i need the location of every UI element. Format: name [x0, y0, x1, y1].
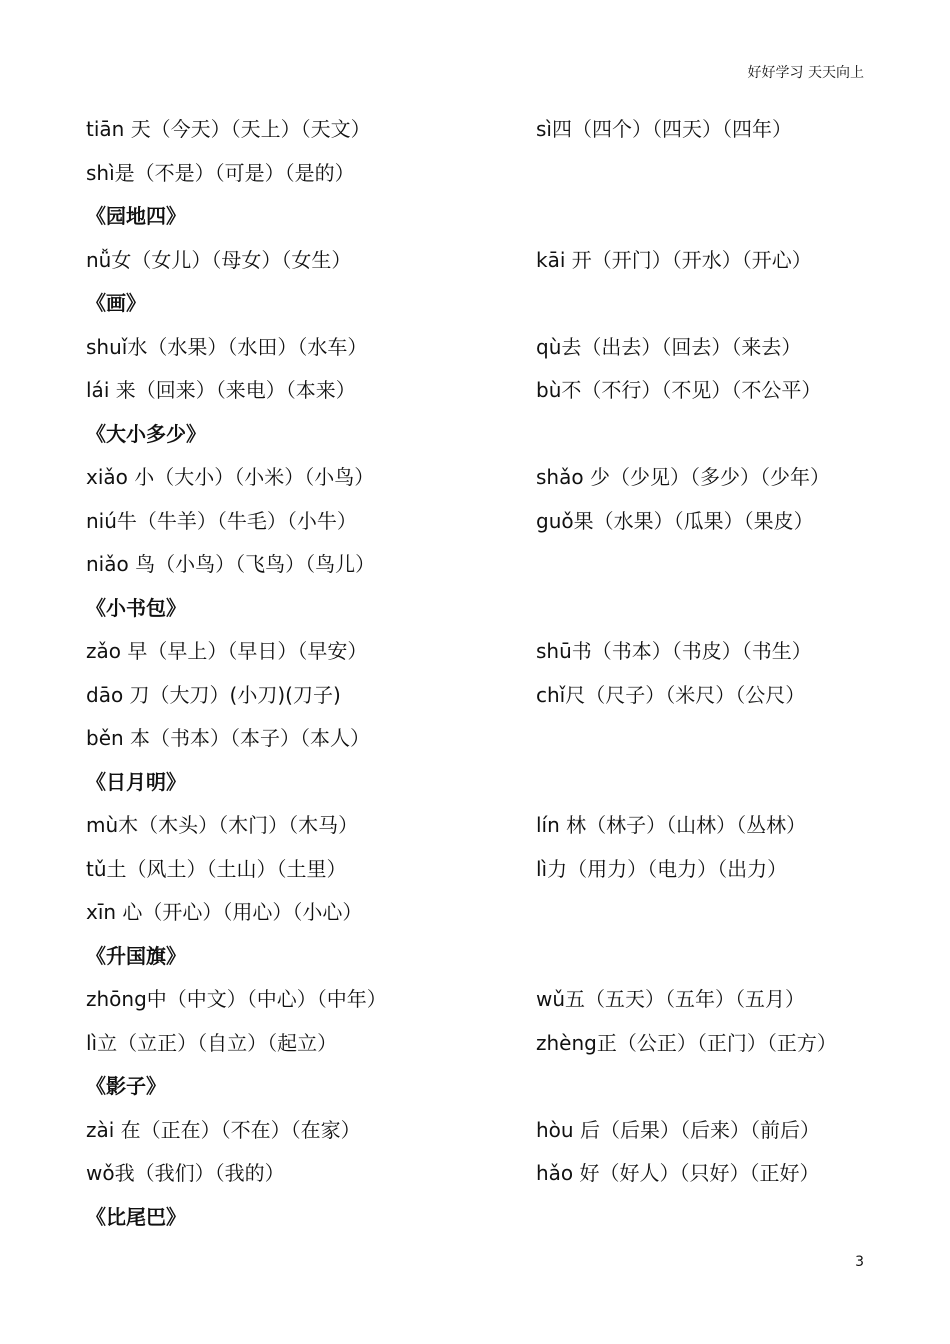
lesson-title [86, 587, 886, 631]
word-entry-left: nǚ女（女儿）（母女）（女生） [86, 247, 352, 272]
lesson-title-text: 《影子》 [86, 1074, 166, 1098]
word-entry-right: hǎo 好（好人）（只好）（正好） [536, 1161, 820, 1185]
word-entry-right: shū书（书本）（书皮）（书生） [536, 639, 812, 663]
word-row [86, 369, 886, 413]
word-entry-right: wǔ五（五天）（五年）（五月） [536, 987, 806, 1011]
word-entry-left: zài 在（正在）（不在）（在家） [86, 1117, 361, 1142]
word-entry-left: shì是（不是）（可是）（是的） [86, 160, 355, 185]
word-entry-left: tǔ土（风土）（土山）（土里） [86, 856, 347, 881]
word-entry-left: zhōng中（中文）（中心）（中年） [86, 987, 387, 1011]
lesson-title [86, 195, 886, 239]
word-row [86, 848, 886, 892]
word-entry-left: xīn 心（开心）（用心）（小心） [86, 900, 363, 924]
lesson-title [86, 935, 886, 979]
word-entry-left: xiǎo 小（大小）（小米）（小鸟） [86, 465, 375, 489]
word-row [86, 630, 886, 674]
word-entry-left: běn 本（书本）（本子）（本人） [86, 726, 371, 750]
word-entry-right: shǎo 少（少见）（多少）（少年） [536, 465, 830, 489]
word-entry-right: sì四（四个）（四天）（四年） [536, 117, 792, 141]
word-entry-right: lì力（用力）（电力）（出力） [536, 856, 788, 881]
word-entry-right: lín 林（林子）（山林）（丛林） [536, 813, 807, 837]
lesson-title-text: 《园地四》 [86, 204, 186, 228]
word-row [86, 804, 886, 848]
word-row [86, 891, 886, 935]
lesson-title-text: 《升国旗》 [86, 943, 186, 968]
word-row [86, 674, 886, 718]
word-entry-right: chǐ尺（尺子）（米尺）（公尺） [536, 682, 806, 707]
word-entry-left: lái 来（回来）（来电）（本来） [86, 378, 356, 402]
word-entry-left: tiān 天（今天）（天上）（天文） [86, 117, 371, 141]
word-entry-left: niǎo 鸟（小鸟）（飞鸟）（鸟儿） [86, 552, 376, 576]
lesson-title [86, 413, 886, 457]
word-entry-right: qù去（出去）（回去）（来去） [536, 334, 802, 359]
lesson-title-text: 《小书包》 [86, 595, 186, 620]
word-entry-left: lì立（立正）（自立）（起立） [86, 1030, 338, 1055]
word-entry-right: hòu 后（后果）（后来）（前后） [536, 1117, 820, 1142]
lesson-title-text: 《大小多少》 [86, 421, 206, 446]
lesson-title [86, 761, 886, 805]
lesson-title-text: 《比尾巴》 [86, 1204, 186, 1229]
lesson-title [86, 1196, 886, 1240]
word-row [86, 978, 886, 1022]
word-row [86, 500, 886, 544]
word-entry-left: shuǐ水（水果）（水田）（水车） [86, 334, 368, 359]
lesson-title-text: 《日月明》 [86, 769, 186, 794]
word-row [86, 152, 886, 196]
vocabulary-list [86, 108, 886, 1239]
word-entry-left: dāo 刀（大刀）(小刀)(刀子) [86, 682, 341, 707]
word-entry-right: bù不（不行）（不见）（不公平） [536, 378, 822, 402]
word-entry-left: zǎo 早（早上）（早日）（早安） [86, 639, 368, 663]
word-row [86, 326, 886, 370]
word-entry-right: zhèng正（公正）（正门）（正方） [536, 1030, 837, 1055]
word-entry-left: niú牛（牛羊）（牛毛）（小牛） [86, 508, 357, 533]
word-entry-right: guǒ果（水果）（瓜果）（果皮） [536, 508, 814, 533]
word-row [86, 1022, 886, 1066]
word-row [86, 108, 886, 152]
word-row [86, 1109, 886, 1153]
word-row [86, 456, 886, 500]
word-row [86, 543, 886, 587]
word-row [86, 239, 886, 283]
word-entry-left: mù木（木头）（木门）（木马） [86, 813, 359, 837]
word-entry-right: kāi 开（开门）（开水）（开心） [536, 247, 812, 272]
lesson-title [86, 1065, 886, 1109]
word-entry-left: wǒ我（我们）（我的） [86, 1161, 285, 1185]
page-header: 好好学习 天天向上 [747, 65, 864, 81]
word-row [86, 1152, 886, 1196]
page-number: 3 [855, 1254, 864, 1270]
word-row [86, 717, 886, 761]
lesson-title-text: 《画》 [86, 291, 146, 315]
lesson-title [86, 282, 886, 326]
